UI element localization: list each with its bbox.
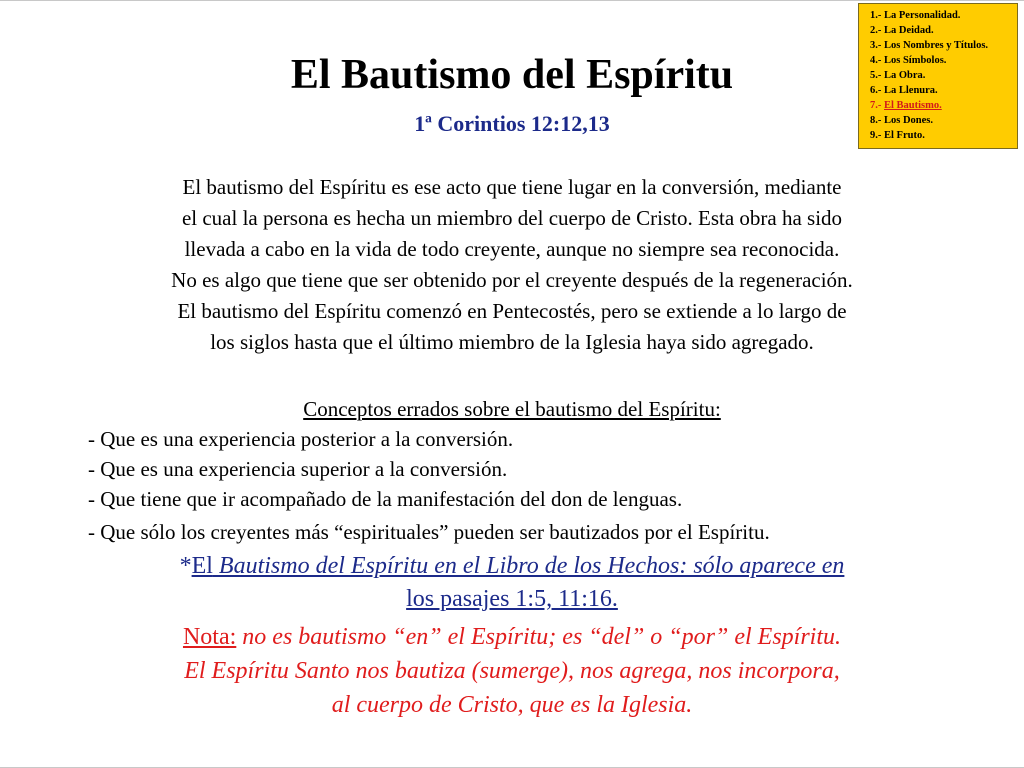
hechos-line-1 (60, 550, 964, 583)
paragraph-line: los siglos hasta que el último miembro de la Iglesia haya sido agregado. (210, 330, 814, 354)
nota-block (60, 620, 964, 722)
nota-text: no es bautismo “en” el Espíritu; es “del” o “por” el Espíritu. (236, 624, 842, 650)
menu-item-nombres[interactable]: 3.- Los Nombres y Títulos. (870, 40, 989, 51)
nota-line-3: al cuerpo de Cristo, que es la Iglesia. (331, 692, 693, 718)
top-border (0, 0, 1024, 1)
hechos-references: los pasajes 1:5, 11:16. (406, 586, 618, 612)
hechos-el: El (191, 553, 213, 579)
paragraph-line: El bautismo del Espíritu es ese acto que tiene lugar en la conversión, mediante (182, 175, 842, 199)
hechos-line-2 (60, 583, 964, 616)
paragraph-line: llevada a cabo en la vida de todo creyente, aunque no siempre sea reconocida. (184, 237, 840, 261)
menu-item-personalidad[interactable]: 1.- La Personalidad. (870, 10, 961, 21)
menu-item-llenura[interactable]: 6.- La Llenura. (870, 85, 938, 96)
concept-item: - Que sólo los creyentes más “espirituales” pueden ser bautizados por el Espíritu. (88, 520, 770, 544)
nota-label: Nota: (182, 624, 237, 650)
concept-item: - Que es una experiencia posterior a la conversión. (88, 427, 514, 451)
menu-item-fruto[interactable]: 9.- El Fruto. (870, 130, 925, 141)
concepts-heading: Conceptos errados sobre el bautismo del Espíritu: (303, 397, 721, 421)
menu-item-deidad[interactable]: 2.- La Deidad. (870, 25, 934, 36)
nota-line-1 (60, 620, 964, 654)
intro-paragraph (60, 172, 964, 358)
asterisk: * (179, 553, 192, 579)
menu-item-bautismo[interactable]: 7.- El Bautismo. (870, 100, 942, 111)
paragraph-line: el cual la persona es hecha un miembro del cuerpo de Cristo. Esta obra ha sido (181, 206, 843, 230)
concept-item: - Que es una experiencia superior a la conversión. (88, 457, 508, 481)
hechos-link[interactable] (60, 550, 964, 616)
paragraph-line: El bautismo del Espíritu comenzó en Pentecostés, pero se extiende a lo largo de (177, 299, 847, 323)
menu-item-obra[interactable]: 5.- La Obra. (870, 70, 926, 81)
nota-line-2: El Espíritu Santo nos bautiza (sumerge), nos agrega, nos incorpora, (184, 658, 840, 684)
page-title: El Bautismo del Espíritu (290, 52, 734, 98)
menu-item-dones[interactable]: 8.- Los Dones. (870, 115, 934, 126)
menu-item-simbolos[interactable]: 4.- Los Símbolos. (870, 55, 947, 66)
concept-item: - Que tiene que ir acompañado de la manifestación del don de lenguas. (88, 487, 683, 511)
hechos-text: Bautismo del Espíritu en el Libro de los Hechos: sólo aparece en (212, 553, 845, 579)
paragraph-line: No es algo que tiene que ser obtenido por el creyente después de la regeneración. (171, 268, 853, 292)
scripture-reference: 1ª Corintios 12:12,13 (414, 111, 610, 136)
